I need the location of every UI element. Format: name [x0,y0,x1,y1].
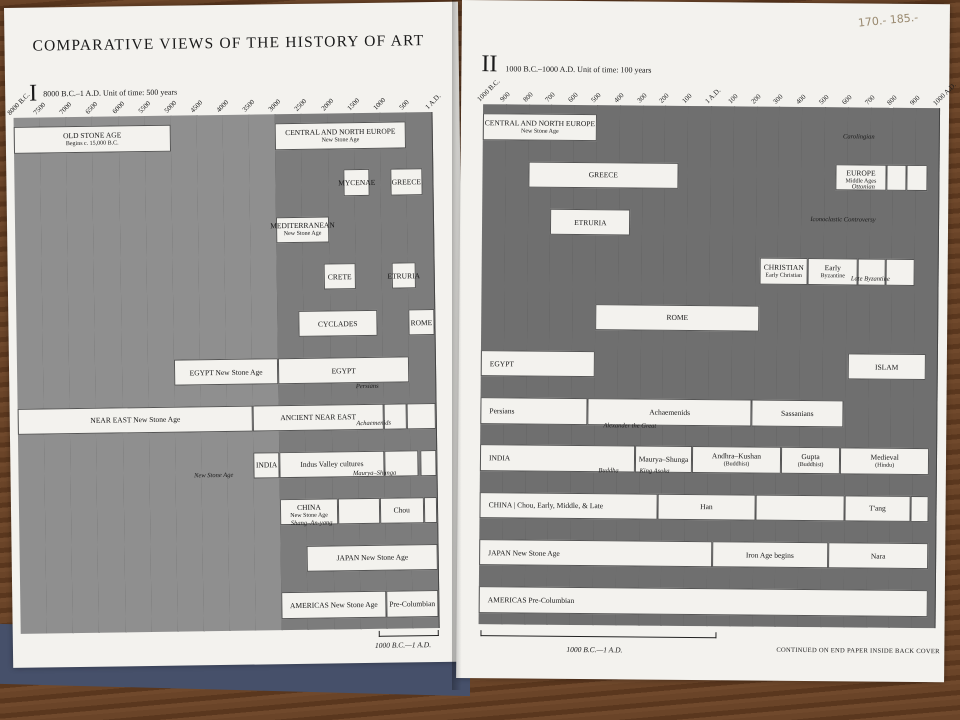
period-label: AMERICAS New Stone Age [289,599,378,611]
period-mycenae [338,169,376,196]
tick-label: 7000 [58,100,74,117]
tick-label: 1000 B.C. [475,77,502,104]
scale-label-2: 1000 B.C.—1 A.D. [566,644,623,655]
annotation-alexander: Alexander the Great [603,421,657,430]
period-label: Iron Age begins [745,550,794,560]
period-egypt-nsa [174,358,279,386]
period-label: EUROPE Middle Ages [845,168,877,185]
section-1-heading: 8000 B.C.–1 A.D. Unit of time: 500 years [43,87,178,99]
period-label: MYCENAE [338,177,376,188]
period-label: Nara [870,551,886,561]
tick-label: 800 [521,90,535,104]
tick-label: 900 [498,90,512,104]
period-sublabel: Middle Ages [845,178,877,185]
period-pre-columbian [386,590,439,617]
page-title: COMPARATIVE VIEWS OF THE HISTORY OF ART [32,32,425,55]
period-india-3 [421,450,437,476]
period-label: MEDITERRANEAN New Stone Age [270,221,335,240]
section-2-heading: 1000 B.C.–1000 A.D. Unit of time: 100 years [505,64,652,75]
period-christian [760,258,808,285]
tick-label: 300 [771,92,785,106]
period-ancient-near-east [253,404,384,432]
period-china-6 [755,494,844,521]
period-label: EGYPT [489,358,515,369]
period-andhra-kushan [692,446,781,473]
period-central-north-europe [275,122,406,150]
period-label: GREECE [391,177,421,187]
section-2-chart [475,77,958,628]
period-ane-3 [407,403,436,430]
period-iron-age [712,541,828,568]
tick-label: 3000 [267,97,283,114]
tick-label: 1 A.D. [703,86,723,106]
period-tang [844,495,910,522]
period-japan [307,544,438,572]
right-page [456,0,958,682]
period-rome-2 [595,304,759,332]
period-nara [828,542,929,569]
period-india [253,452,279,479]
period-label: CENTRAL AND NORTH EUROPE New Stone Age [485,118,595,137]
tick-label: 2500 [293,97,309,113]
tick-label: 400 [794,92,808,106]
period-label: Andhra–Kushan (Buddhist) [712,451,761,469]
period-label: CHINA | Chou, Early, Middle, & Late [488,500,604,511]
left-page [4,2,467,668]
period-label: T'ang [869,503,886,514]
tick-label: 7500 [31,100,48,117]
tick-label: 1500 [345,96,361,113]
period-label: Persians [489,406,515,416]
tick-label: 900 [908,93,922,107]
period-china-2 [338,497,380,524]
scale-bracket-2 [480,630,716,638]
period-persians-2 [480,397,587,424]
period-label: INDIA [255,460,278,470]
period-sublabel: New Stone Age [520,128,559,135]
period-label: Indus Valley cultures [300,459,364,470]
tick-label: 200 [657,91,671,105]
period-label: CYCLADES [317,318,358,329]
period-sublabel: Begins c. 15,000 B.C. [65,139,119,147]
tick-label: 200 [749,92,763,106]
period-egypt [278,356,409,384]
tick-label: 8000 B.C. [5,90,32,117]
period-etruria [387,262,421,289]
period-americas [281,591,386,619]
period-label: CHRISTIAN Early Christian [764,262,804,280]
period-old-stone-age [14,125,171,153]
period-label: Sassanians [781,408,814,418]
period-label: Gupta (Buddhist) [797,451,824,468]
tick-label: 3500 [240,98,257,114]
period-china-4 [424,497,437,523]
period-label: Achaemenids [649,407,691,417]
tick-label: 1000 A.D. [931,81,958,108]
annotation-shang-an-yang: Shang–An-yang [290,519,333,527]
period-cyclades [298,310,377,337]
period-label: Maurya–Shunga [638,454,689,465]
handwritten-price: 170.- 185.- [857,10,919,30]
period-sublabel: New Stone Age [321,136,360,144]
period-label: CHINA New Stone Age [290,502,328,519]
tick-label: 5000 [162,99,179,115]
annotation-late-byzantine: Late Byzantine [850,275,890,283]
period-central-north-europe-2 [483,114,597,141]
period-label: ETRURIA [574,217,607,228]
tick-label: 600 [566,90,580,104]
annotation-persians: Persians [355,382,379,390]
tick-label: 1000 [371,96,387,112]
period-near-east-nsa [18,405,253,435]
period-sassanians [752,400,843,427]
period-label: NEAR EAST New Stone Age [90,415,181,426]
annotation-king-asoka: King Asoka [639,467,670,475]
period-eu-3 [906,165,927,192]
tick-label: 300 [635,91,649,105]
period-rome [408,309,434,336]
period-label: ROME [410,317,433,327]
period-sublabel: New Stone Age [283,230,322,238]
period-greece-2 [528,161,679,189]
annotation-carolingian: Carolingian [843,133,875,141]
period-japan-2 [479,539,712,567]
continued-note: CONTINUED ON END PAPER INSIDE BACK COVER [776,646,940,656]
tick-label: 6500 [84,100,100,116]
period-label: ISLAM [874,362,899,372]
period-label: GREECE [588,170,618,180]
tick-label: 400 [612,91,626,105]
period-han [657,493,755,520]
period-mediterranean [270,217,335,244]
period-label: OLD STONE AGE Begins c. 15,000 B.C. [63,130,121,149]
period-label: JAPAN New Stone Age [336,552,409,563]
tick-label: 4500 [188,98,205,115]
tick-label: 600 [840,93,854,107]
period-label: ETRURIA [387,270,421,281]
tick-label: 700 [863,93,877,107]
period-label: ROME [666,313,689,323]
tick-label: 500 [589,91,603,105]
period-label: Chou [393,505,410,515]
period-egypt-2 [481,350,595,377]
period-chou [379,497,424,524]
period-label: EGYPT [331,365,356,376]
period-greece [390,168,422,195]
section-1-numeral: I [29,80,38,107]
period-sublabel: Byzantine [820,272,845,279]
period-label: INDIA [488,453,511,463]
period-china-5 [479,492,657,520]
period-label: CENTRAL AND NORTH EUROPE New Stone Age [285,126,396,146]
annotation-new-stone-age-india: New Stone Age [194,471,234,479]
tick-label: 500 [817,93,831,107]
tick-label: 1 A.D. [423,92,443,112]
scale-bracket-1 [379,630,439,637]
tick-label: 2000 [319,96,335,113]
tick-label: 4000 [214,98,231,114]
period-sublabel: New Stone Age [290,512,328,519]
period-label: JAPAN New Stone Age [488,547,560,558]
period-gupta [781,447,840,474]
period-label: Pre-Columbian [389,599,436,609]
period-sublabel: (Hindu) [875,462,895,469]
tick-label: 100 [726,92,740,106]
book-gutter-shadow [452,0,468,690]
period-sublabel: (Buddhist) [723,460,750,468]
period-label: CRETE [327,271,352,282]
section-2-numeral: II [481,51,498,78]
annotation-iconoclastic: Iconoclastic Controversy [810,215,876,224]
period-islam [848,353,926,380]
tick-label: 5500 [136,99,152,116]
period-label: AMERICAS Pre-Columbian [487,595,575,605]
tick-label: 700 [543,90,557,104]
tick-label: 100 [680,91,694,105]
period-label: Medieval (Hindu) [870,452,898,470]
period-americas-2 [479,586,928,616]
annotation-ottonian: Ottonian [851,183,875,191]
period-medieval [840,448,929,475]
period-label: Han [700,502,713,512]
tick-label: 6000 [110,99,126,116]
tick-label: 500 [397,98,411,112]
period-label: Early Byzantine [820,262,845,279]
period-label: ANCIENT NEAR EAST [280,412,357,423]
period-etruria-2 [550,209,630,236]
scale-label-1: 1000 B.C.—1 A.D. [374,640,432,650]
annotation-buddha: Buddha [598,466,619,475]
period-sublabel: Early Christian [765,272,802,279]
annotation-achaemenids: Achaemenids [356,419,392,428]
period-crete [324,263,356,290]
period-sublabel: (Buddhist) [797,461,824,468]
period-china-7 [910,496,928,523]
annotation-maurya-shunga: Maurya–Shunga [352,469,397,477]
period-label: EGYPT New Stone Age [189,366,263,377]
tick-label: 800 [885,93,899,107]
period-eu-2 [886,164,907,191]
